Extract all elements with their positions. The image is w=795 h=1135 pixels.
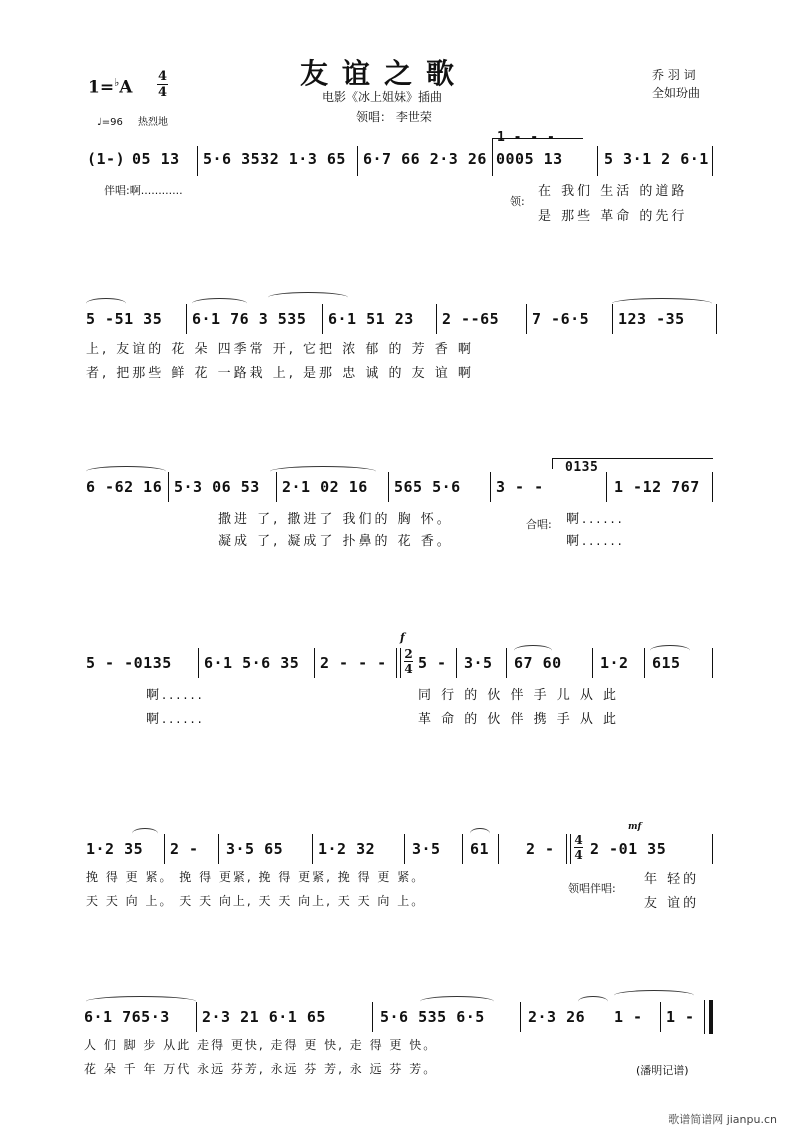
barline xyxy=(456,648,457,678)
barline xyxy=(612,304,613,334)
measure-notes: 5·3 06 53 xyxy=(174,478,260,496)
slur xyxy=(578,996,608,1007)
lyrics-verse-2: 者, 把那些 鲜 花 一路栽 上, 是那 忠 诚 的 友 谊 啊 xyxy=(86,366,474,381)
ts-top: 4 xyxy=(574,833,583,847)
measure-notes: 2 - xyxy=(170,840,199,858)
chorus-lyrics-2: 啊...... xyxy=(566,534,625,549)
measure-notes: 67 60 xyxy=(514,654,562,672)
tempo-value: ♩=96 xyxy=(97,117,123,128)
measure-notes: 615 xyxy=(652,654,681,672)
measure-notes: 5 3·1 2 6·1 xyxy=(604,150,709,168)
slur xyxy=(86,996,196,1007)
barline xyxy=(597,146,598,176)
dynamic-forte: f xyxy=(400,631,405,644)
slur xyxy=(132,828,158,839)
measure-notes: 6·1 76 3 535 xyxy=(192,310,307,328)
slur xyxy=(420,996,494,1007)
chorus-label: 合唱: xyxy=(526,518,552,531)
barline xyxy=(404,834,405,864)
measure-notes: 6 -62 16 xyxy=(86,478,163,496)
lyrics-end-1: 年 轻的 xyxy=(644,872,700,887)
measure-notes: 5·6 535 6·5 xyxy=(380,1008,485,1026)
chorus-lyrics-1: 啊...... xyxy=(566,512,625,527)
barline xyxy=(712,472,713,502)
barline xyxy=(712,146,713,176)
measure-notes: 2 - xyxy=(526,840,555,858)
measure-notes: 5·6 3532 1·3 65 xyxy=(203,150,346,168)
barline xyxy=(498,834,499,864)
lead-singer: 领唱： 李世荣 xyxy=(356,110,432,124)
lyricist-credit: 乔 羽 词 xyxy=(652,68,696,82)
inline-time-signature xyxy=(404,648,413,675)
measure-notes: 2 --65 xyxy=(442,310,500,328)
measure-notes: 5 - xyxy=(418,654,447,672)
barline xyxy=(570,834,571,864)
measure-notes: (1-) xyxy=(87,150,126,168)
flat-sign-icon: ♭ xyxy=(114,76,120,89)
lyrics-verse-2: 革 命 的 伙 伴 携 手 从 此 xyxy=(418,712,620,727)
time-bottom: 4 xyxy=(157,85,168,100)
slur xyxy=(612,298,712,309)
barline xyxy=(506,648,507,678)
barline xyxy=(592,648,593,678)
slur xyxy=(470,828,490,839)
slur xyxy=(270,466,376,477)
barline xyxy=(372,1002,373,1032)
measure-notes: 7 -6·5 xyxy=(532,310,590,328)
measure-notes: 6·1 5·6 35 xyxy=(204,654,300,672)
key-prefix: 1= xyxy=(88,77,115,98)
chorus-hum-label: 伴唱:啊............ xyxy=(104,184,183,197)
measure-notes: 3·5 xyxy=(412,840,441,858)
measure-notes: 61 xyxy=(470,840,490,858)
measure-notes: 1·2 35 xyxy=(86,840,144,858)
barline xyxy=(357,146,358,176)
barline xyxy=(660,1002,661,1032)
key-signature xyxy=(88,76,132,98)
ts-bottom: 4 xyxy=(404,662,413,676)
measure-notes: 2 - - - xyxy=(320,654,387,672)
time-top: 4 xyxy=(157,69,168,84)
measure-notes: 565 5·6 xyxy=(394,478,461,496)
key-note: A xyxy=(119,77,133,98)
lyrics-verse-2: 是 那些 革命 的先行 xyxy=(538,209,688,224)
measure-notes: 1·2 xyxy=(600,654,629,672)
transcriber-note: (潘明记谱) xyxy=(636,1064,689,1077)
barline xyxy=(716,304,717,334)
composer-credit: 全如玢曲 xyxy=(652,86,701,100)
final-barline xyxy=(704,1000,713,1034)
lead-chorus-label: 领唱伴唱: xyxy=(568,882,616,895)
measure-notes: 123 -35 xyxy=(618,310,685,328)
hum-lyrics-2: 啊...... xyxy=(146,712,205,727)
measure-notes: 5 - -0135 xyxy=(86,654,172,672)
barline xyxy=(526,304,527,334)
expression-marking: 热烈地 xyxy=(138,117,169,128)
measure-notes: 2·3 21 6·1 65 xyxy=(202,1008,326,1026)
barline xyxy=(164,834,165,864)
bracket-notes: 0135 xyxy=(565,460,599,475)
barline xyxy=(520,1002,521,1032)
measure-notes: 5 -51 35 xyxy=(86,310,163,328)
lyrics-verse-2: 花 朵 千 年 万代 永远 芬芳, 永远 芬 芳, 永 远 芬 芳。 xyxy=(84,1062,438,1076)
tempo-marking xyxy=(97,113,168,128)
barline xyxy=(322,304,323,334)
measure-notes: 1 - xyxy=(614,1008,643,1026)
measure-notes: 6·7 66 2·3 26 xyxy=(363,150,487,168)
barline xyxy=(712,648,713,678)
song-subtitle: 电影《冰上姐妹》插曲 xyxy=(322,90,443,104)
lyrics-verse-1: 同 行 的 伙 伴 手 儿 从 此 xyxy=(418,688,620,703)
song-title: 友谊之歌 xyxy=(300,57,469,90)
barline xyxy=(388,472,389,502)
barline xyxy=(712,834,713,864)
measure-notes: 2 -01 35 xyxy=(590,840,667,858)
measure-notes: 3·5 65 xyxy=(226,840,284,858)
barline xyxy=(197,146,198,176)
tie xyxy=(614,990,694,1001)
barline xyxy=(606,472,607,502)
barline xyxy=(492,146,493,176)
slur xyxy=(268,292,348,303)
measure-notes: 05 13 xyxy=(132,150,180,168)
barline xyxy=(218,834,219,864)
slur xyxy=(86,466,166,477)
barline xyxy=(400,648,401,678)
barline xyxy=(276,472,277,502)
barline xyxy=(198,648,199,678)
measure-notes: 3·5 xyxy=(464,654,493,672)
lyrics-verse-2: 凝成 了, 凝成了 扑鼻的 花 香。 xyxy=(218,534,453,549)
barline xyxy=(490,472,491,502)
measure-notes: 0005 13 xyxy=(496,150,563,168)
measure-notes: 2·3 26 xyxy=(528,1008,586,1026)
barline xyxy=(312,834,313,864)
measure-notes: 2·1 02 16 xyxy=(282,478,368,496)
ts-top: 2 xyxy=(404,647,413,661)
time-signature xyxy=(157,70,168,99)
inline-time-signature xyxy=(574,834,583,861)
lead-label: 领: xyxy=(510,195,525,208)
lyrics-verse-2: 天 天 向 上。 天 天 向上, 天 天 向上, 天 天 向 上。 xyxy=(86,894,426,908)
lyrics-verse-1: 撒进 了, 撒进了 我们的 胸 怀。 xyxy=(218,512,453,527)
ts-bottom: 4 xyxy=(574,848,583,862)
measure-notes: 1 - xyxy=(666,1008,695,1026)
barline xyxy=(566,834,567,864)
lyrics-verse-1: 人 们 脚 步 从此 走得 更快, 走得 更 快, 走 得 更 快。 xyxy=(84,1038,438,1052)
barline xyxy=(186,304,187,334)
lyrics-verse-1: 挽 得 更 紧。 挽 得 更紧, 挽 得 更紧, 挽 得 更 紧。 xyxy=(86,870,426,884)
barline xyxy=(168,472,169,502)
barline xyxy=(644,648,645,678)
measure-notes: 6·1 765·3 xyxy=(84,1008,170,1026)
dynamic-mezzo-forte: mf xyxy=(628,822,642,832)
lyrics-verse-1: 上, 友谊的 花 朵 四季常 开, 它把 浓 郁 的 芳 香 啊 xyxy=(86,342,474,357)
lyrics-verse-1: 在 我们 生活 的道路 xyxy=(538,184,688,199)
barline xyxy=(462,834,463,864)
hum-lyrics-1: 啊...... xyxy=(146,688,205,703)
volta-label: 1 - - - xyxy=(497,130,556,145)
watermark: 歌谱简谱网 jianpu.cn xyxy=(668,1113,777,1126)
lyrics-end-2: 友 谊的 xyxy=(644,896,700,911)
measure-notes: 3 - - xyxy=(496,478,544,496)
measure-notes: 1 -12 767 xyxy=(614,478,700,496)
barline xyxy=(396,648,397,678)
barline xyxy=(436,304,437,334)
slur xyxy=(86,298,126,309)
measure-notes: 6·1 51 23 xyxy=(328,310,414,328)
measure-notes: 1·2 32 xyxy=(318,840,376,858)
barline xyxy=(314,648,315,678)
slur xyxy=(192,298,247,309)
barline xyxy=(196,1002,197,1032)
